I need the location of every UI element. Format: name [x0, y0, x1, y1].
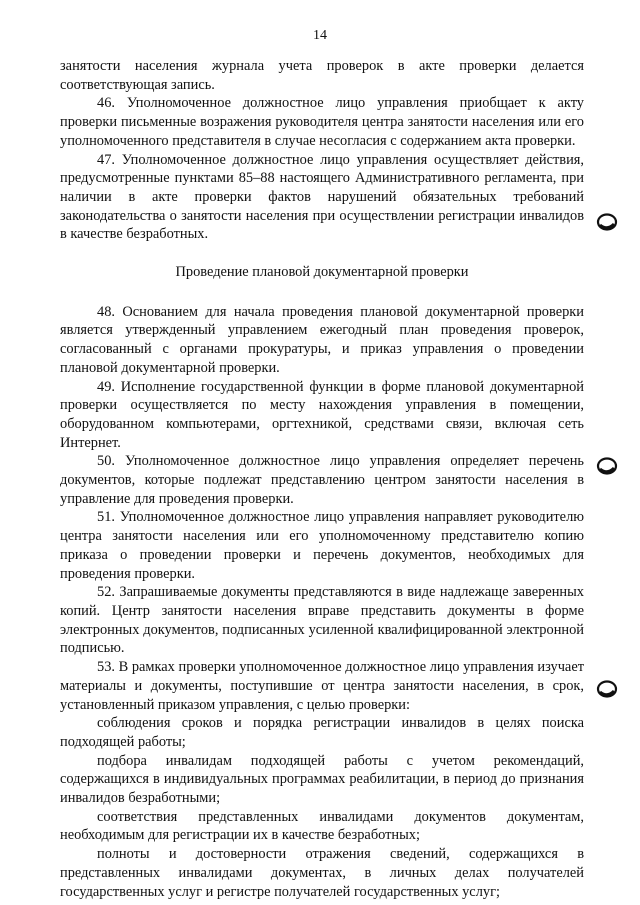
- paragraph-continuation: занятости населения журнала учета проверок в акте проверки делается соответствующая запись.: [60, 58, 584, 93]
- paragraph-53: 53. В рамках проверки уполномоченное должностное лицо управления изучает материалы и документы, поступившие от центра занятости населения, в срок, установленный приказом управления, с целью проверки:: [60, 659, 584, 713]
- paragraph-48: 48. Основанием для начала проведения плановой документарной проверки является утвержденный управлением ежегодный план проведения проверок, согласованный с органами прокуратуры, и приказ управления о проведении плановой документарной проверки.: [60, 303, 584, 376]
- list-item-completeness: полноты и достоверности отражения сведений, содержащихся в представленных инвалидами документах, в личных делах получателей государственных услуг и регистре получателей государственных услуг;: [60, 846, 584, 900]
- document-body: [60, 57, 584, 901]
- page-number: 14: [313, 28, 327, 43]
- list-item-documents-compliance: соответствия представленных инвалидами документов документам, необходимым для регистрации их в качестве безработных;: [60, 808, 584, 844]
- binder-hole-mark: [596, 679, 618, 699]
- paragraph-51: 51. Уполномоченное должностное лицо управления направляет руководителю центра занятости населения или его уполномоченному представителю копию приказа о проведении проверки и перечень документов, необходимых для проведения проверки.: [60, 509, 584, 582]
- binder-hole-mark: [596, 212, 618, 232]
- list-item-registration: соблюдения сроков и порядка регистрации инвалидов в целях поиска подходящей работы;: [60, 715, 584, 750]
- paragraph-50: 50. Уполномоченное должностное лицо управления определяет перечень документов, которые подлежат представлению центром занятости населения в управление для проведения проверки.: [60, 453, 584, 507]
- section-heading: Проведение плановой документарной проверки: [175, 264, 469, 281]
- paragraph-47: 47. Уполномоченное должностное лицо управления осуществляет действия, предусмотренные пунктами 85–88 настоящего Административного регламента, при наличии в акте проверки фактов нарушений обязательных требований законодательства о занятости населения при осуществлении регистрации инвалидов в качестве безработных.: [60, 151, 584, 243]
- paragraph-52: 52. Запрашиваемые документы представляются в виде надлежаще заверенных копий. Центр занятости населения вправе представить документы в форме электронных документов, подписанных усиленной квалифицированной электронной подписью.: [60, 584, 584, 657]
- paragraph-49: 49. Исполнение государственной функции в форме плановой документарной проверки осуществляется по месту нахождения управления в помещении, оборудованном компьютерами, оргтехникой, средствами связи, включая сеть Интернет.: [60, 378, 584, 451]
- list-item-job-selection: подбора инвалидам подходящей работы с учетом рекомендаций, содержащихся в индивидуальных программах реабилитации, в период до признания инвалидов безработными;: [60, 752, 584, 807]
- paragraph-46: 46. Уполномоченное должностное лицо управления приобщает к акту проверки письменные возражения руководителя центра занятости населения или его уполномоченного представителя в случае несогласия с содержанием акта проверки.: [60, 95, 584, 149]
- binder-hole-mark: [596, 456, 618, 476]
